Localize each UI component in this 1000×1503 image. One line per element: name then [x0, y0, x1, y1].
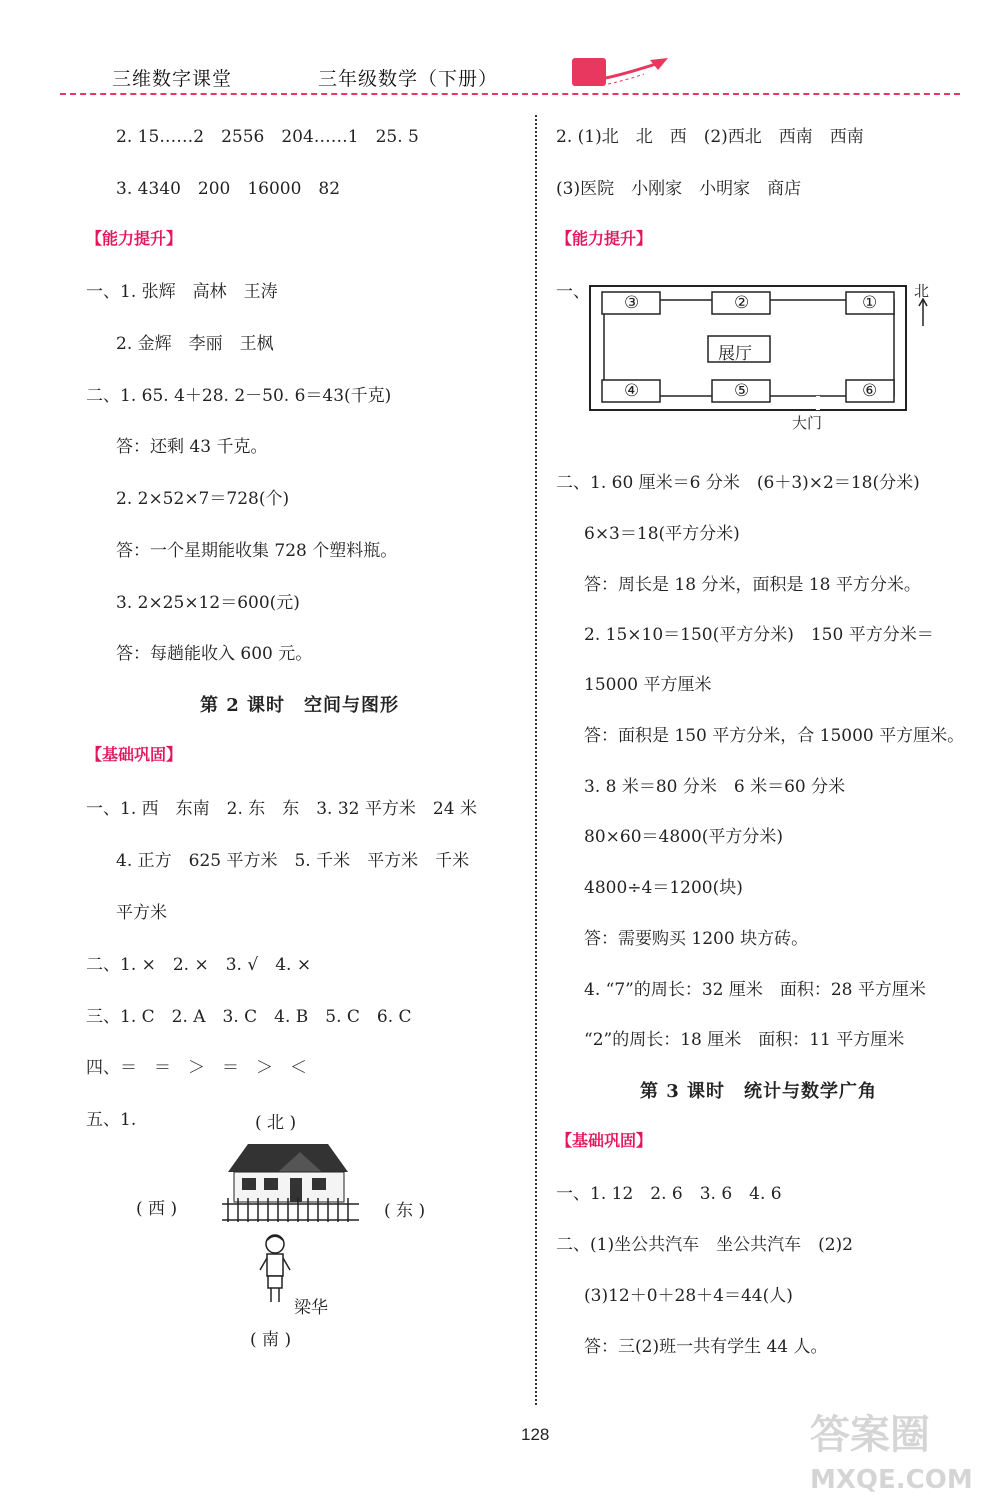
right-line: 4800÷4＝1200(块) — [584, 878, 743, 898]
left-line: 二、1. × 2. × 3. √ 4. × — [86, 955, 312, 975]
rocket-logo-icon — [572, 56, 672, 97]
left-line: 【能力提升】 — [86, 229, 183, 248]
compass-north-label: ( 北 ) — [255, 1113, 297, 1133]
house-illustration — [218, 1138, 363, 1231]
left-line: 2. 15……2 2556 204……1 25. 5 — [116, 127, 419, 147]
right-line: 【能力提升】 — [556, 229, 653, 248]
right-line: 3. 8 米＝80 分米 6 米＝60 分米 — [584, 777, 846, 797]
left-line: 一、1. 张辉 高林 王涛 — [86, 282, 278, 302]
left-line: 2. 2×52×7＝728(个) — [116, 489, 290, 509]
main-gate-label: 大门 — [792, 414, 823, 432]
left-line: 3. 2×25×12＝600(元) — [116, 593, 300, 613]
room-1: ① — [862, 293, 878, 313]
header-subject-title: 三年级数学（下册） — [318, 68, 499, 90]
north-arrow-icon — [918, 298, 928, 333]
room-4: ④ — [624, 381, 640, 401]
right-line: 二、1. 60 厘米＝6 分米 (6＋3)×2＝18(分米) — [556, 473, 920, 493]
left-line: 【基础巩固】 — [86, 745, 183, 764]
left-line: 二、1. 65. 4＋28. 2－50. 6＝43(千克) — [86, 386, 392, 406]
page-number: 128 — [521, 1425, 550, 1444]
left-line: 五、1. — [86, 1110, 137, 1130]
room-2: ② — [734, 293, 750, 313]
right-line: 答：需要购买 1200 块方砖。 — [584, 929, 809, 949]
room-5: ⑤ — [734, 381, 750, 401]
header-series-title: 三维数字课堂 — [112, 68, 233, 90]
right-line: 第 3 课时 统计与数学广角 — [640, 1081, 878, 1102]
right-line: 6×3＝18(平方分米) — [584, 524, 740, 544]
left-line: 3. 4340 200 16000 82 — [116, 179, 341, 199]
boy-figure-icon — [258, 1232, 292, 1311]
left-line: 一、1. 西 东南 2. 东 东 3. 32 平方米 24 米 — [86, 799, 477, 819]
right-line: (3)12＋0＋28＋4＝44(人) — [584, 1286, 793, 1306]
svg-text:答案圈: 答案圈 — [810, 1412, 930, 1458]
floor-plan-diagram — [588, 284, 908, 432]
compass-west-label: ( 西 ) — [136, 1199, 178, 1219]
right-line: “2”的周长：18 厘米 面积：11 平方厘米 — [584, 1030, 905, 1050]
north-arrow-label: 北 — [914, 282, 930, 300]
right-line: 4. “7”的周长：32 厘米 面积：28 平方厘米 — [584, 980, 926, 1000]
left-line: 答：每趟能收入 600 元。 — [116, 644, 313, 664]
right-line: 一、 — [556, 282, 590, 302]
left-line: 四、＝ ＝ ＞ ＝ ＞ ＜ — [86, 1058, 307, 1078]
left-line: 答：一个星期能收集 728 个塑料瓶。 — [116, 541, 398, 561]
exhibition-hall-label: 展厅 — [718, 344, 752, 364]
right-line: 15000 平方厘米 — [584, 675, 712, 695]
right-line: 一、1. 12 2. 6 3. 6 4. 6 — [556, 1184, 782, 1204]
left-line: 三、1. C 2. A 3. C 4. B 5. C 6. C — [86, 1007, 412, 1027]
right-line: 答：周长是 18 分米，面积是 18 平方分米。 — [584, 575, 921, 595]
right-line: (3)医院 小刚家 小明家 商店 — [556, 179, 802, 199]
room-6: ⑥ — [862, 381, 878, 401]
compass-south-label: ( 南 ) — [250, 1330, 292, 1350]
left-line: 平方米 — [116, 903, 167, 923]
column-divider — [535, 115, 537, 1405]
right-line: 80×60＝4800(平方分米) — [584, 827, 784, 847]
header-dashed-line — [60, 93, 960, 95]
left-line: 第 2 课时 空间与图形 — [200, 695, 400, 716]
right-line: 答：面积是 150 平方分米，合 15000 平方厘米。 — [584, 726, 965, 746]
right-line: 【基础巩固】 — [556, 1131, 653, 1150]
compass-east-label: ( 东 ) — [384, 1201, 426, 1221]
watermark-logo — [800, 1408, 990, 1498]
right-line: 二、(1)坐公共汽车 坐公共汽车 (2)2 — [556, 1235, 853, 1255]
left-line: 4. 正方 625 平方米 5. 千米 平方米 千米 — [116, 851, 470, 871]
right-line: 2. 15×10＝150(平方分米) 150 平方分米＝ — [584, 625, 934, 645]
left-line: 2. 金辉 李丽 王枫 — [116, 334, 274, 354]
right-line: 答：三(2)班一共有学生 44 人。 — [584, 1337, 828, 1357]
right-line: 2. (1)北 北 西 (2)西北 西南 西南 — [556, 127, 864, 147]
svg-text:MXQE.COM: MXQE.COM — [810, 1465, 973, 1495]
room-3: ③ — [624, 293, 640, 313]
person-name-label: 梁华 — [294, 1298, 328, 1318]
left-line: 答：还剩 43 千克。 — [116, 437, 268, 457]
